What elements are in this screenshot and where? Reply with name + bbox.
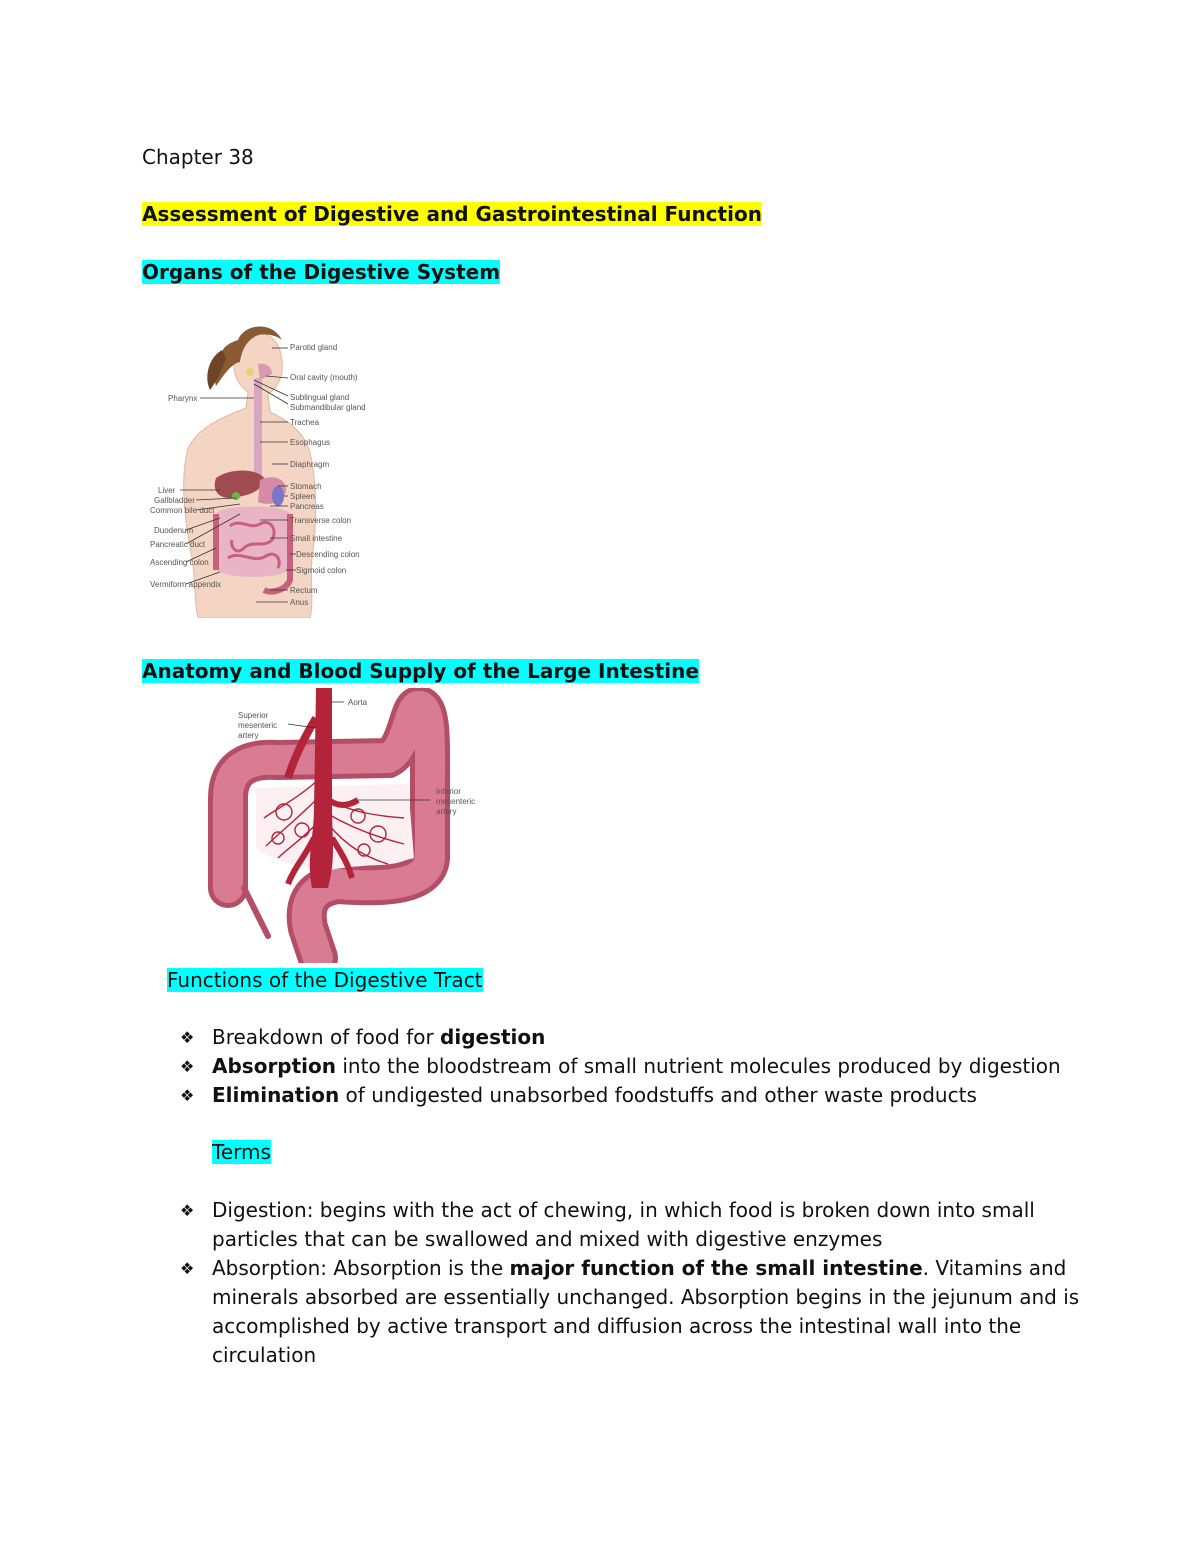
document-title: Assessment of Digestive and Gastrointestinal Function [142,202,762,226]
diamond-bullet-icon: ❖ [180,1057,195,1076]
label-pancreas: Pancreas [290,502,324,511]
label-parotid-gland: Parotid gland [290,343,338,352]
label-gallbladder: Gallbladder [154,496,195,505]
large-intestine-heading: Anatomy and Blood Supply of the Large Intestine [142,659,699,683]
chapter-label: Chapter 38 [142,145,254,169]
term-digestion-line2: particles that can be swallowed and mixed with digestive enzymes [212,1227,883,1251]
label-superior-line1: Superior [238,711,269,720]
label-inferior-line3: artery [436,807,457,816]
label-small-intestine: Small intestine [290,534,343,543]
list-item: ❖ Elimination of undigested unabsorbed foodstuffs and other waste products [180,1081,1061,1110]
term-digestion-line1: Digestion: begins with the act of chewing, in which food is broken down into small [212,1198,1035,1222]
label-vermiform-appendix: Vermiform appendix [150,580,222,589]
diamond-bullet-icon: ❖ [180,1028,195,1047]
list-item [180,1196,1079,1254]
diamond-bullet-icon: ❖ [180,1086,195,1105]
label-rectum: Rectum [290,586,318,595]
label-inferior-line1: Inferior [436,787,461,796]
terms-heading: Terms [212,1140,271,1164]
label-pharynx: Pharynx [168,394,198,403]
list-item: ❖ Breakdown of food for digestion [180,1023,1061,1052]
label-liver: Liver [158,486,176,495]
label-diaphragm: Diaphragm [290,460,330,469]
label-pancreatic-duct: Pancreatic duct [150,540,206,549]
label-anus: Anus [290,598,309,607]
label-aorta: Aorta [348,698,368,707]
term-absorption-line2: minerals absorbed are essentially unchanged. Absorption begins in the jejunum and is [212,1285,1080,1309]
label-sigmoid-colon: Sigmoid colon [296,566,347,575]
diamond-bullet-icon: ❖ [180,1201,195,1220]
list-item: ❖ Absorption: Absorption is the major function of the small intestine. Vitamins and minerals absorbed are essentially unchanged. Absorption begins in the jejunum and is accomplished by active transport and diffusion across the intestinal wall into the circulation [180,1256,1080,1367]
large-intestine-figure [208,688,488,963]
term-absorption-line4: circulation [212,1343,317,1367]
label-duodenum: Duodenum [154,526,194,535]
organs-heading: Organs of the Digestive System [142,260,501,284]
label-superior-line2: mesenteric [238,721,278,730]
label-ascending-colon: Ascending colon [150,558,209,567]
list-item: ❖ Absorption into the bloodstream of small nutrient molecules produced by digestion [180,1052,1061,1081]
label-sublingual-gland: Sublingual gland [290,393,350,402]
digestive-figure-labels [150,318,370,618]
label-oral-cavity: Oral cavity (mouth) [290,373,358,382]
label-submandibular-gland: Submandibular gland [290,403,366,412]
label-transverse-colon: Transverse colon [290,516,352,525]
label-superior-line3: artery [238,731,259,740]
label-spleen: Spleen [290,492,315,501]
functions-heading: Functions of the Digestive Tract [167,968,483,992]
label-descending-colon: Descending colon [296,550,360,559]
terms-list [180,1196,1079,1370]
label-trachea: Trachea [290,418,320,427]
label-esophagus: Esophagus [290,438,331,447]
label-common-bile-duct: Common bile duct [150,506,215,515]
label-stomach: Stomach [290,482,322,491]
functions-list [180,1023,1061,1110]
term-absorption-line3: accomplished by active transport and diffusion across the intestinal wall into the [212,1314,1022,1338]
label-inferior-line2: mesenteric [436,797,476,806]
diamond-bullet-icon: ❖ [180,1259,195,1278]
